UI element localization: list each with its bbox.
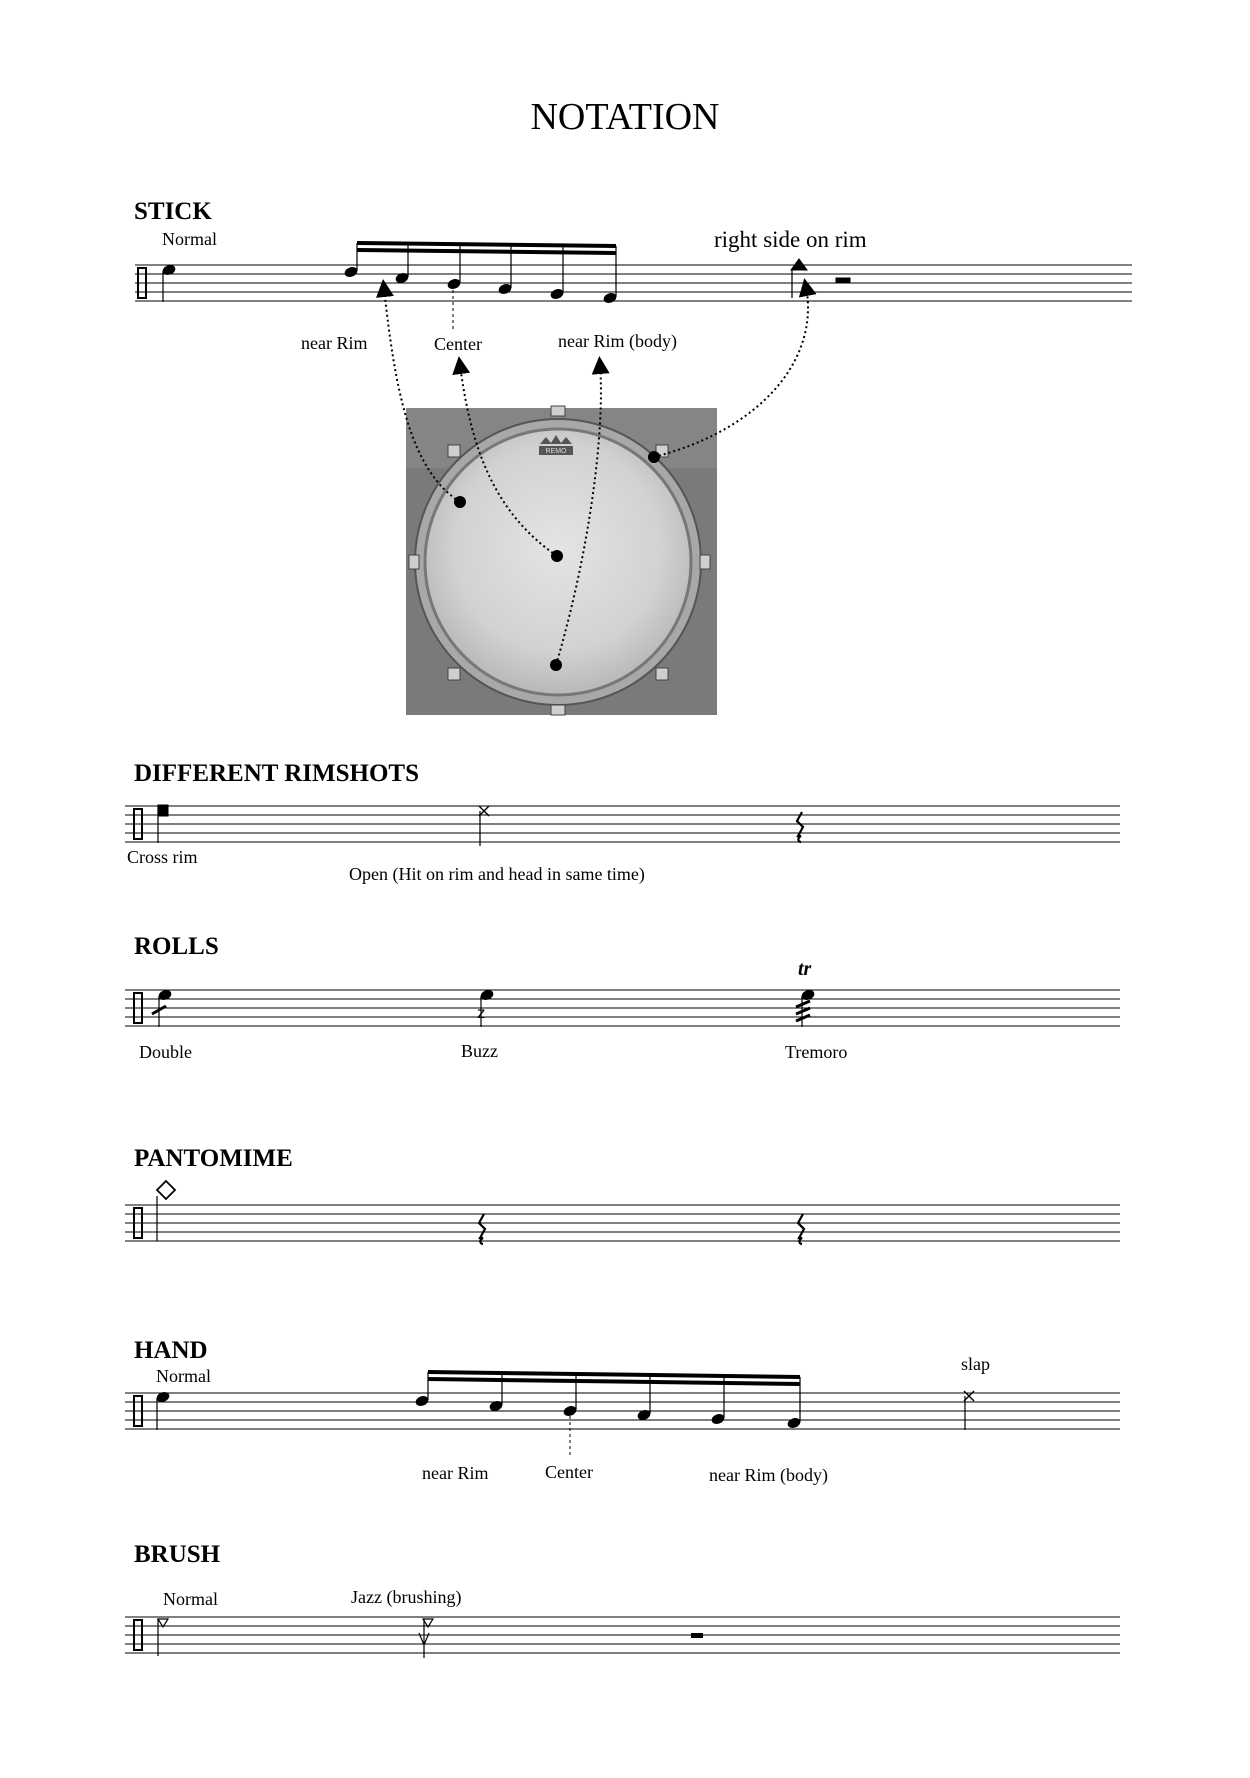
hand-near-rim-label: near Rim [422,1463,489,1483]
stick-normal-label: Normal [162,229,217,249]
section-heading-rolls: ROLLS [134,933,219,960]
stick-right-rim-label: right side on rim [714,227,867,252]
rimshot-open-label: Open (Hit on rim and head in same time) [349,864,645,884]
stick-near-rim-body-label: near Rim (body) [558,331,677,351]
hand-near-rim-body-label: near Rim (body) [709,1465,828,1485]
rimshot-cross-label: Cross rim [127,847,198,867]
section-heading-brush: BRUSH [134,1541,221,1568]
stick-notes [162,243,850,304]
section-heading-pantomime: PANTOMIME [134,1145,293,1172]
hand-normal-label: Normal [156,1366,211,1386]
stick-center-label: Center [434,334,482,354]
page-title: NOTATION [530,96,720,138]
section-heading-stick: STICK [134,198,212,225]
staff-rolls [125,990,1120,1026]
rimshot-notes [158,805,803,846]
trill-mark: tr [798,958,812,980]
roll-buzz-label: Buzz [461,1041,498,1061]
staff-rimshots [125,806,1120,842]
roll-tremolo-label: Tremoro [785,1042,848,1062]
hand-notes [156,1372,974,1430]
svg-text:REMO: REMO [545,448,567,455]
brush-normal-label: Normal [163,1589,218,1609]
staff-pantomime [125,1205,1120,1241]
stick-near-rim-label: near Rim [301,333,368,353]
section-heading-hand: HAND [134,1337,208,1364]
pantomime-notes [157,1181,804,1244]
svg-text:z: z [477,1004,485,1022]
brush-notes [158,1619,703,1658]
roll-double-label: Double [139,1042,192,1062]
staff-brush [125,1617,1120,1653]
section-heading-rimshots: DIFFERENT RIMSHOTS [134,760,420,787]
staff-stick [135,265,1132,301]
hand-center-label: Center [545,1462,593,1482]
hand-slap-label: slap [961,1354,990,1374]
brush-jazz-label: Jazz (brushing) [351,1587,462,1607]
